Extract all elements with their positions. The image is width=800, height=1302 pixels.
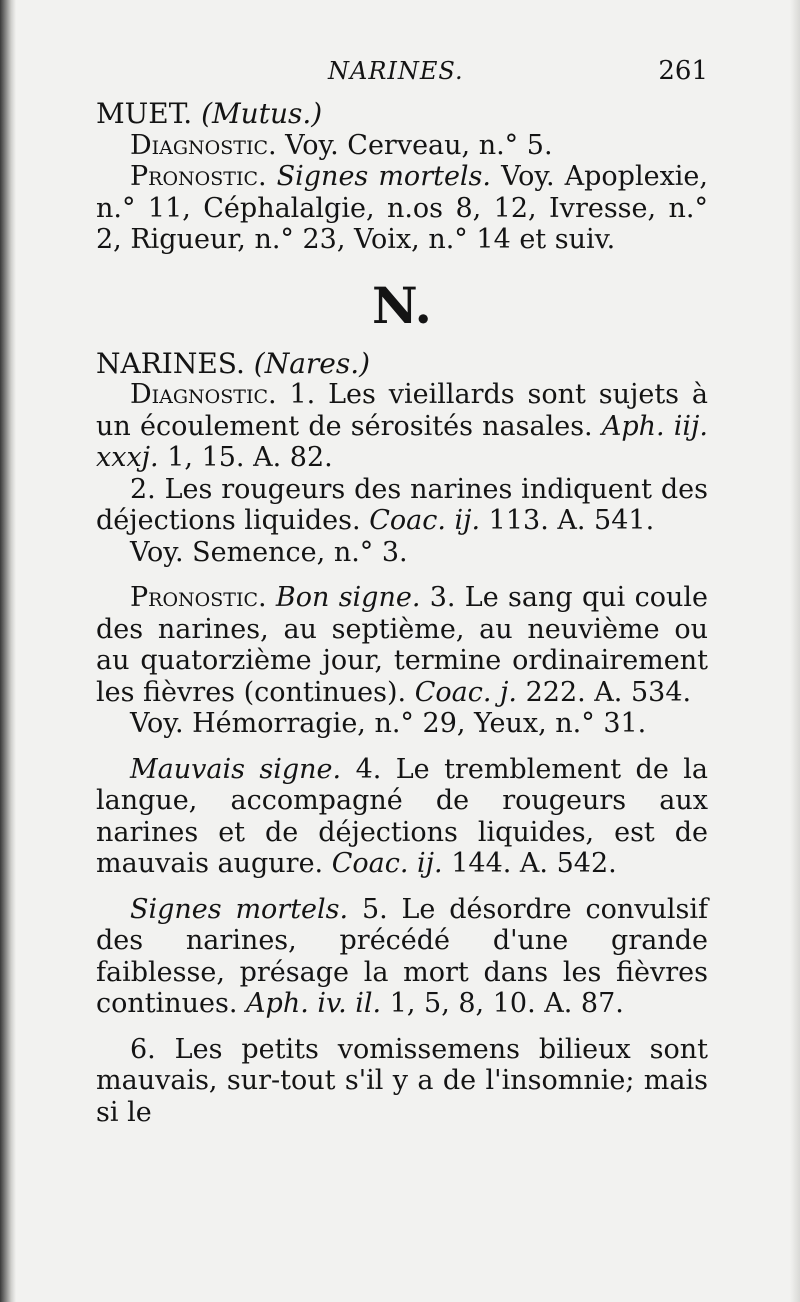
- muet-pronostic: [96, 161, 708, 256]
- signes-mortels-label: Signes mortels.: [276, 161, 491, 192]
- p6-text: 6. Les petits vomissemens bilieux sont mauvais, sur-tout s'il y a de l'insomnie; mais si le: [96, 1033, 708, 1128]
- latin-narines: (Nares.): [253, 346, 371, 380]
- narines-diagnostic-1: [96, 379, 708, 474]
- p3-tail: 222. A. 534.: [525, 676, 692, 708]
- diag2-reference: Coac. ij.: [369, 505, 481, 536]
- p3-reference: Coac. j.: [414, 676, 517, 708]
- narines-signes-mortels-5: [96, 894, 708, 1020]
- diag1-text: 1. Les vieillards sont sujets à un écoulement de sérosités nasales.: [96, 379, 708, 442]
- entry-muet-heading: [96, 98, 708, 130]
- diag1-reference: Aph. iij. xxxj.: [96, 410, 708, 473]
- signes-mortels-label: Signes mortels.: [130, 893, 349, 925]
- p4-tail: 144. A. 542.: [451, 848, 617, 879]
- p4-reference: Coac. ij.: [331, 848, 443, 879]
- see-also-hemorragie: Voy. Hémorragie, n.° 29, Yeux, n.° 31.: [130, 708, 647, 739]
- p5-text: 5. Le désordre convulsif des narines, précédé d'une grande faiblesse, présage la mort dans les fièvres continues.: [96, 893, 708, 1019]
- page-number: 261: [658, 56, 708, 86]
- diag2-text: 2. Les rougeurs des narines indiquent des déjections liquides.: [96, 473, 708, 536]
- muet-diagnostic: [96, 130, 708, 162]
- pronostic-label: Pronostic.: [130, 161, 267, 192]
- pronostic-label: Pronostic.: [130, 582, 267, 613]
- narines-pronostic-3: [96, 582, 708, 708]
- diag2-tail: 113. A. 541.: [488, 505, 655, 536]
- scan-edge-right: [790, 0, 800, 1302]
- diagnostic-label: Diagnostic.: [130, 379, 277, 410]
- section-letter: N.: [372, 275, 432, 335]
- p5-reference: Aph. iv. il.: [246, 988, 382, 1019]
- narines-paragraph-6: [96, 1034, 708, 1129]
- running-title: NARINES.: [328, 57, 464, 85]
- bon-signe-label: Bon signe.: [275, 582, 421, 613]
- diagnostic-label: Diagnostic.: [130, 129, 277, 161]
- muet-pronostic-text: Voy. Apoplexie, n.° 11, Céphalalgie, n.os 8, 12, Ivresse, n.° 2, Rigueur, n.° 23, Voix, n.° 14 et suiv.: [96, 161, 708, 255]
- latin-muet: (Mutus.): [201, 97, 323, 130]
- narines-diagnostic-2: [96, 474, 708, 537]
- p4-text: 4. Le tremblement de la langue, accompagné de rougeurs aux narines et de déjections liquides, est de mauvais augure.: [96, 753, 708, 879]
- narines-mauvais-signe-4: [96, 754, 708, 880]
- book-page: [96, 56, 708, 1128]
- muet-diagnostic-text: Voy. Cerveau, n.° 5.: [285, 129, 553, 161]
- headword-muet: MUET.: [96, 97, 193, 130]
- p5-tail: 1, 5, 8, 10. A. 87.: [389, 988, 624, 1019]
- scan-edge-left: [0, 0, 16, 1302]
- headword-narines: NARINES.: [96, 346, 245, 380]
- page-header: [96, 56, 708, 98]
- entry-narines-heading: [96, 348, 708, 380]
- p3-text: 3. Le sang qui coule des narines, au septième, au neuvième ou au quatorzième jour, termine ordinairement les fièvres (continues).: [96, 582, 708, 708]
- mauvais-signe-label: Mauvais signe.: [130, 753, 342, 785]
- see-also-semence: Voy. Semence, n.° 3.: [130, 536, 408, 568]
- diag1-tail: 1, 15. A. 82.: [167, 442, 333, 473]
